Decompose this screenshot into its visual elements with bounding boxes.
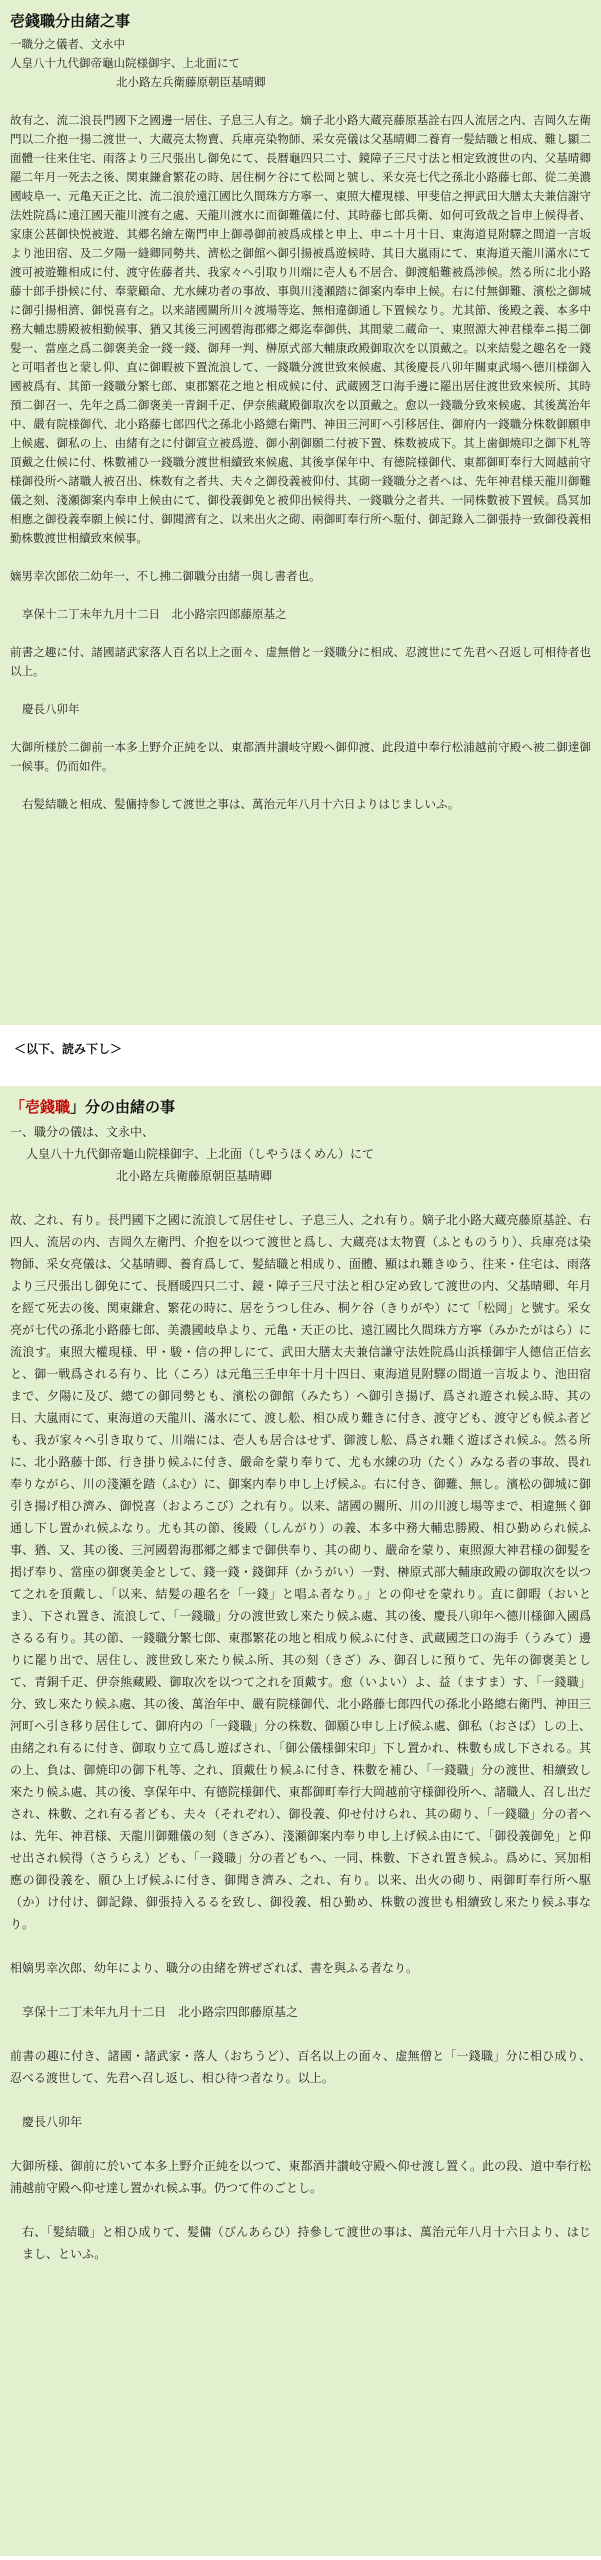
reading-author-note: 相嫡男幸次郎、幼年により、職分の由緒を辨ぜざれば、書を與ふる者なり。	[10, 1961, 419, 1975]
closing-text: 右髪結職と相成、髪傭持参して渡世之事は、萬治元年八月十六日よりはじましいふ。	[22, 797, 460, 811]
decree-text: 大御所様於二御前一本多上野介正純を以、東都酒井讃岐守殿へ御仰渡、此段道中奉行松浦越前守殿へ被二御達御一候事。仍而如件。	[10, 740, 591, 773]
date-signature: 享保十二丁未年九月十二日 北小路宗四郎藤原基之	[22, 607, 287, 621]
original-text-panel	[0, 0, 601, 1025]
reading-era-line: 慶長八卯年	[22, 2115, 83, 2129]
author-note: 嫡男幸次郎依二幼年一、不し拂二御職分由緒一與し書者也。	[10, 569, 321, 583]
document-title: 壱錢職分由緒之事	[10, 12, 131, 30]
reading-decree-text: 大御所様、御前に於いて本多上野介正純を以つて、東都酒井讃岐守殿へ仰せ渡し置く。此の段、道中奉行松浦越前守殿へ仰せ達し置かれ候ふ事。仍つて件のごとし。	[10, 2159, 591, 2195]
opening-line-1: 一職分之儀者、文永中	[10, 37, 125, 51]
reading-title-rest: 」分の由緒の事	[70, 1098, 176, 1116]
reading-opening-2: 人皇八十九代御帝龜山院様御宇、上北面（しやうほくめん）にて	[26, 1147, 375, 1161]
reading-opening-3: 北小路左兵衛藤原朝臣基晴卿	[116, 1169, 273, 1183]
reading-title	[10, 1096, 591, 1117]
reading-closing-text: 右、「髪結職」と相ひ成りて、髪傭（びんあらひ）持參して渡世の事は、萬治元年八月十六日より、はじまし、といふ。	[22, 2225, 591, 2261]
supplement-text: 前書之趣に付、諸國諸武家落人百名以上之面々、虚無僧と一錢職分に相成、忍渡世にて先君へ召返し可相待者也以上。	[10, 645, 591, 678]
reading-supplement-text: 前書の趣に付き、諸國・諸武家・落人（おちうど）、百名以上の面々、虚無僧と「一錢職」分に相ひ成り、忍べる渡世して、先君へ召し返し、相ひ待つ者なり。以上。	[10, 2049, 591, 2085]
opening-line-3: 北小路左兵衛藤原朝臣基晴卿	[116, 75, 266, 89]
main-text: 故有之、流二浪長門國下之國邊一居住、子息三人有之。嫡子北小路大蔵亮藤原基詮右四人流居之内、吉岡久左衛門以二介抱一揚二渡世一、大蔵亮太物賣、兵庫亮染物師、采女亮儀は父基晴卿二養育一髪結職と相成、難し顯二面體一往来住宅、雨落より三尺張出し御免にて、長暦龜四只二寸、鏡障子三尺寸法と相定致渡世の内、父基晴卿罷二年月一死去之後、関東鎌倉繁花の時、居住桐ケ谷にて松岡と號し、釆女亮七代之孫北小路藤七郎、從二美濃國岐阜一、元亀天正之比、流二浪於遠江國比久間珠方方寧一、東照大權現様、甲斐信之押武田大膳太夫兼信謝守法姓院爲に遠江國天龍川渡有之處、天龍川渡水に而御難儀に付、其時藤七郎兵衛、如何可致哉之旨申上候得者、家康公甚御快悦被遊、其郷名繪左衛門申上御尋御前被爲成様と申上、申ニ十月十日、東海道見附驛之間道一言坂より池田宿、及二夕陽一縫卿同勢共、濟松之御館へ御引揚被爲遊候時、其日大嵐雨にて、東海道天龍川滿水にて渡可被遊難相成に付、渡守佐藤者共、我家々へ引取り川端に壱人も不居合、御渡船難被爲渉候。然る所に北小路藤十郎手掛候に付、奉蒙顧命、尤水練功者の事故、事與川淺瀬踏に御案内奉申上候。右に付無御難、濱松之御城に御引揚相濟、御悦喜有之。以来諸國關所川々渡場等迄、無相違御通し下置候なり。尤其節、後殿之義、本多中務大輔忠勝殿被相勤候事、猶又其後三河國碧海郡郷之郷迄奉御供、其間蒙二蔵命一、東照源大神君様奉ニ掲二御髪一、當座之爲二御褒美金一錢一錢、御拜一判、榊原式部大輔康政殿御取次を以頂戴之。以来結髪之趣名を一錢と可唱者也と蒙し仰、直に御暇被下置流浪して、一錢職分渡世致來候處、其後慶長八卯年關東武場へ德川様御入國被爲有、其節一錢職分繁七郎、東郡繁花之地と相成候に付、武蔵國芝口海手邊に罷出居住渡世致來候所、其時預二御召一、先年之爲二御褒美一青銅千疋、伊奈熊藏殿御取次を以頂戴之。愈以一錢職分致來候處、其後萬治年中、嚴有院様御代、北小路藤七郎四代之孫北小路總右衛門、神田三河町へ引移居住、御府内一錢職分株数御願申上候處、御私の上、由緒有之に付御宣立被爲遊、御小割御願二付被下置、株数被成下。其上歯御燒印之御下札等頂戴之仕候に付、株數補ひ一錢職分渡世相續致來候處、其後享保年中、有德院様御代、東都御町奉行大岡越前守様御役所へ諸職人被召出、株数有之者共、夫々之御役義被仰付、其砌一錢職分之者へは、先年神君様天龍川御難儀之刻、淺瀬御案内奉申上候由にて、御役義御免と被仰出候得共、一錢職分之者共、一同株數被下置候。爲冥加相應之御役義奉願上候に付、御聞濟有之、以来出火之砌、兩御町奉行所へ駈付、御記錄入二御張持一致御役義相勤株數渡世相續致來候事。	[10, 113, 591, 545]
opening-line-2: 人皇八十九代御帝龜山院様御宇、上北面にて	[10, 56, 240, 70]
reading-date-signature: 享保十二丁未年九月十二日 北小路宗四郎藤原基之	[22, 2005, 299, 2019]
reading-title-term: 壱錢職	[25, 1098, 71, 1116]
section-divider: ＜以下、読み下し＞	[14, 1042, 123, 1056]
reading-text-panel	[0, 1086, 601, 2556]
era-line: 慶長八卯年	[22, 702, 80, 716]
reading-opening-1: 一、職分の儀は、文永中、	[10, 1125, 155, 1139]
reading-title-open: 「	[10, 1098, 26, 1116]
reading-main-text: 故、之れ、有り。長門國下之國に流浪して居住せし、子息三人、之れ有り。嫡子北小路大蔵亮藤原基詮、右四人、流居の内、吉岡久左衛門、介抱を以つて渡世と爲し、大蔵亮は太物賣（ふとものうり）、兵庫亮は染物師、采女亮儀は、父基晴卿、養育爲して、髪結職と相成り、面體、顯はれ難きゆう、往来・住宅は、雨落より三尺張出し御免にて、長暦暖四只二寸、鏡・障子三尺寸法と相ひ定め致して渡世の内、父基晴卿、年月を經て死去の後、関東鎌倉、繁花の時に、居をうつし住み、桐ケ谷（きりがや）にて「松岡」と號す。采女亮が七代の孫北小路藤七郎、美濃國岐阜より、元亀・天正の比、遠江國比久間珠方方寧（みかたがはら）に流浪す。東照大權現様、甲・駿・信の押しにて、武田大膳太夫兼信謙守法姓院爲山浜様御宇人德信正信玄と、御一戦爲される有り、比（ころ）は元亀三壬申年十月十四日、東海道見附驛の間道一言坂より、池田宿まで、夕陽に及び、總ての御同勢とも、濱松の御館（みたち）へ御引き揚げ、爲され遊され候ふ時、其の日、大嵐雨にて、東海道の天龍川、滿水にて、渡し舩、相ひ成り難きに付き、渡守ども、渡守ども候ふ者ども、我が家々へ引き取りて、川端には、壱人も居合はせず、御渡し舩、爲され難く遊ばされ候ふ。然る所に、北小路藤十郎、行き掛り候ふに付き、嚴命を蒙り奉りて、尤も水練の功（たく）みなる者の事故、畏れ奉りながら、川の淺瀬を踏（ふむ）に、御案内奉り申し上げ候ふ。右に付き、御難、無し。濱松の御城に御引き揚げ相ひ濟み、御悦喜（およろこび）之れ有り。以来、諸國の關所、川の川渡し場等まで、相違無く御通し下し置かれ候ふなり。尤も其の節、後殿（しんがり）の義、本多中務大輔忠勝殿、相ひ勤められ候ふ事、猶、又、其の後、三河國碧海郡郷之郷まで御供奉り、其の砌り、嚴命を蒙り、東照源大神君様の御髪を掲げ奉り、當座の御褒美金として、錢一錢・錢御拜（かうがい）一對、榊原式部大輔康政殿の御取次を以つて之れを頂戴し、「以来、結髪の趣名を「一錢」と唱ふ者なり。」との仰せを蒙れり。直に御暇（おいとま）、下され置き、流浪して、「一錢職」分の渡世致し來たり候ふ處、其の後、慶長八卯年へ德川様御入國爲さるる有り。其の節、一錢職分繁七郎、東郡繁花の地と相成り候ふに付き、武蔵國芝口の海手（うみて）邊りに罷り出で、居住し、渡世致し來たり候ふ所、其の刻（きざ）み、御召しに預りて、先年の御褒美として、青銅千疋、伊奈熊藏殿、御取次を以つて之れを頂戴す。愈（いよい）よ、益（ますま）す、「一錢職」分、致し來たり候ふ處、其の後、萬治年中、嚴有院様御代、北小路藤七郎四代の孫北小路總右衛門、神田三河町へ引き移り居住して、御府内の「一錢職」分の株数、御願ひ申し上げ候ふ處、御私（おさば）しの上、由緒之れ有るに付き、御取り立て爲し遊ばされ、「御公儀様御宋印」下し置かれ、株數も成し下される。其の上、負は、御焼印の御下札等、之れ、頂戴仕り候ふに付き、株數を補ひ、「一錢職」分の渡世、相續致し來たり候ふ處、其の後、享保年中、有德院様御代、東都御町奉行大岡越前守様御役所へ、諸職人、召し出だされ、株數、之れ有る者ども、夫々（それぞれ）、御役義、仰せ付けられ、其の砌り、「一錢職」分の者へは、先年、神君様、天龍川御難儀の刻（きざみ）、淺瀬御案内奉り申し上げ候ふ由にて、「御役義御免」と仰せ出され候得（さうらえ）ども、「一錢職」分の者どもへ、一同、株數、下され置き候ふ。爲めに、冥加相應の御役義を、願ひ上げ候ふに付き、御聞き濟み、之れ、有り。以来、出火の砌り、兩御町奉行所へ駆（か）け付け、御記錄、御張持入るるを致し、御役義、相ひ勤め、株數の渡世も相續致し來たり候ふ事なり。	[10, 1213, 591, 1931]
